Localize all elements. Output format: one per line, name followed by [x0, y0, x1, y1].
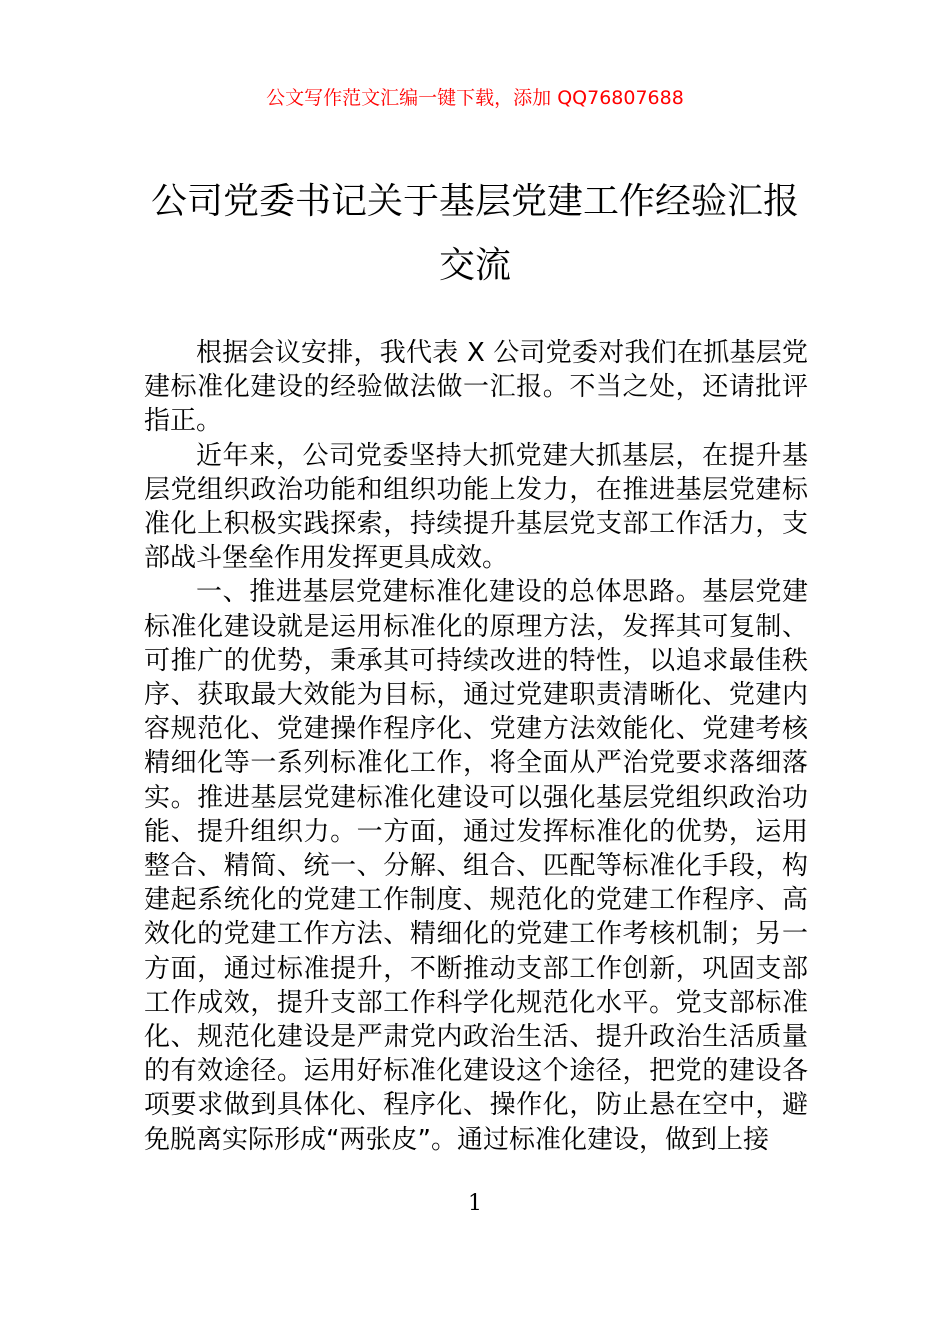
download-promo-note: 公文写作范文汇编一键下载，添加 QQ76807688: [266, 87, 684, 109]
document-body: [144, 336, 808, 1157]
page-number: 1: [468, 1191, 482, 1216]
paragraph-background: 近年来，公司党委坚持大抓党建大抓基层，在提升基层党组织政治功能和组织功能上发力，在推进基层党建标准化上积极实践探索，持续提升基层党支部工作活力，支部战斗堡垒作用发挥更具成效。: [144, 440, 808, 574]
document-title: [150, 170, 800, 298]
title-line-1: 公司党委书记关于基层党建工作经验汇报: [150, 181, 799, 222]
paragraph-intro: 根据会议安排，我代表 X 公司党委对我们在抓基层党建标准化建设的经验做法做一汇报。不当之处，还请批评指正。: [144, 338, 808, 437]
title-line-2: 交流: [438, 245, 511, 286]
paragraph-section-one: 一、推进基层党建标准化建设的总体思路。基层党建标准化建设就是运用标准化的原理方法，发挥其可复制、可推广的优势，秉承其可持续改进的特性，以追求最佳秩序、获取最大效能为目标，通过党建职责清晰化、党建内容规范化、党建操作程序化、党建方法效能化、党建考核精细化等一系列标准化工作，将全面从严治党要求落细落实。推进基层党建标准化建设可以强化基层党组织政治功能、提升组织力。一方面，通过发挥标准化的优势，运用整合、精简、统一、分解、组合、匹配等标准化手段，构建起系统化的党建工作制度、规范化的党建工作程序、高效化的党建工作方法、精细化的党建工作考核机制；另一方面，通过标准提升，不断推动支部工作创新，巩固支部工作成效，提升支部工作科学化规范化水平。党支部标准化、规范化建设是严肃党内政治生活、提升政治生活质量的有效途径。运用好标准化建设这个途径，把党的建设各项要求做到具体化、程序化、操作化，防止悬在空中，避免脱离实际形成“两张皮”。通过标准化建设，做到上接: [144, 577, 808, 1155]
